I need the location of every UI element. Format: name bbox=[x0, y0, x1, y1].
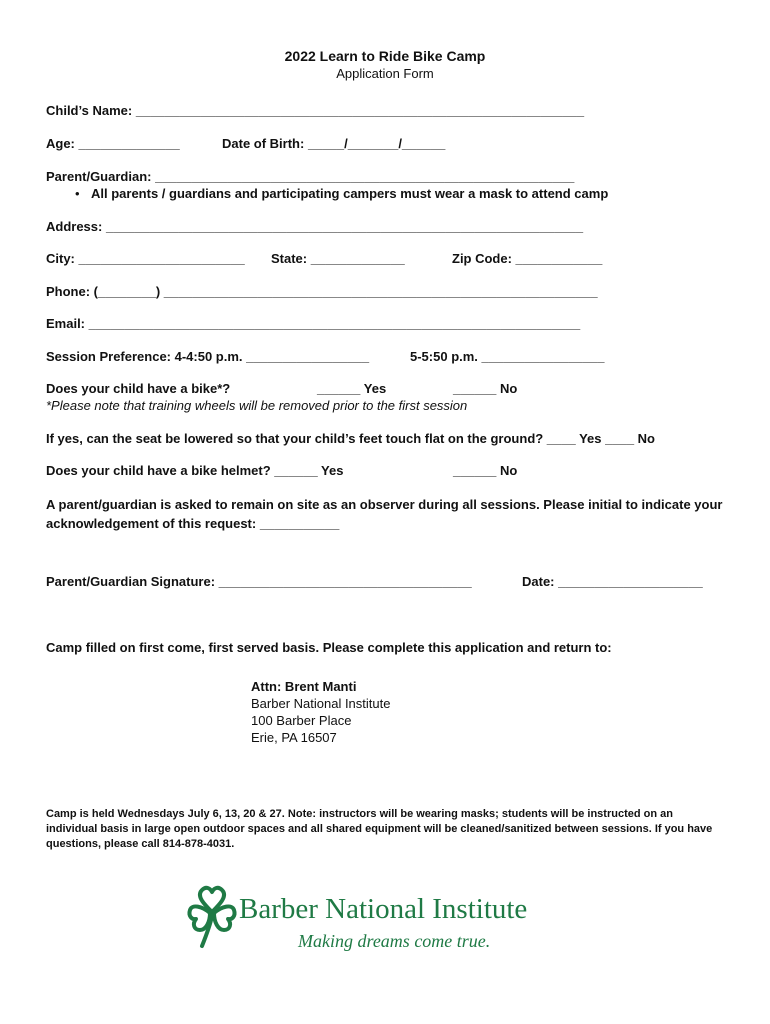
state-field[interactable]: State: _____________ bbox=[271, 251, 405, 266]
attention-line: Attn: Brent Manti bbox=[251, 679, 357, 694]
email-field[interactable]: Email: ____________________________________________________________________ bbox=[46, 316, 581, 331]
parent-guardian-field[interactable]: Parent/Guardian: __________________________________________________________ bbox=[46, 169, 575, 184]
phone-field[interactable]: Phone: (________) ____________________________________________________________ bbox=[46, 284, 598, 299]
zip-code-field[interactable]: Zip Code: ____________ bbox=[452, 251, 603, 266]
observer-paragraph[interactable]: A parent/guardian is asked to remain on site as an observer during all sessions. Please initial to indicate your acknowledgement of this request: ___________ bbox=[46, 497, 723, 531]
child-name-field[interactable]: Child’s Name: ______________________________________________________________ bbox=[46, 103, 585, 118]
age-field[interactable]: Age: ______________ bbox=[46, 136, 180, 151]
form-subtitle: Application Form bbox=[336, 66, 434, 81]
form-title: 2022 Learn to Ride Bike Camp bbox=[284, 48, 486, 64]
session-preference-4pm[interactable]: Session Preference: 4-4:50 p.m. _________________ bbox=[46, 349, 370, 364]
helmet-question[interactable]: Does your child have a bike helmet? ______ Yes bbox=[46, 463, 344, 478]
mask-requirement-note: All parents / guardians and participating campers must wear a mask to attend camp bbox=[91, 186, 609, 201]
session-preference-5pm[interactable]: 5-5:50 p.m. _________________ bbox=[410, 349, 605, 364]
bike-yes-option[interactable]: ______ Yes bbox=[317, 381, 387, 396]
date-of-birth-field[interactable]: Date of Birth: _____/_______/______ bbox=[222, 136, 446, 151]
signature-date-field[interactable]: Date: ____________________ bbox=[522, 574, 703, 589]
city-field[interactable]: City: _______________________ bbox=[46, 251, 245, 266]
helmet-no-option[interactable]: ______ No bbox=[453, 463, 518, 478]
signature-field[interactable]: Parent/Guardian Signature: ___________________________________ bbox=[46, 574, 472, 589]
bike-no-option[interactable]: ______ No bbox=[453, 381, 518, 396]
address-org: Barber National Institute bbox=[251, 696, 391, 711]
address-field[interactable]: Address: __________________________________________________________________ bbox=[46, 219, 584, 234]
bullet-icon: • bbox=[75, 186, 80, 201]
shamrock-icon bbox=[186, 882, 238, 950]
camp-schedule-note: Camp is held Wednesdays July 6, 13, 20 & 27. Note: instructors will be wearing masks; students will be instructed on an individual basis in large open outdoor spaces and all shared equipment will be cleaned/sanitized between sessions. If you have questions, please call 814-878-4031. bbox=[46, 808, 713, 850]
address-street: 100 Barber Place bbox=[251, 713, 352, 728]
training-wheels-note: *Please note that training wheels will be removed prior to the first session bbox=[46, 398, 468, 413]
seat-question[interactable]: If yes, can the seat be lowered so that your child’s feet touch flat on the ground? ____ Yes ____ No bbox=[46, 431, 655, 446]
bike-question: Does your child have a bike*? bbox=[46, 381, 231, 396]
logo-tagline: Making dreams come true. bbox=[298, 931, 491, 951]
return-instructions: Camp filled on first come, first served basis. Please complete this application and return to: bbox=[46, 640, 612, 655]
address-city: Erie, PA 16507 bbox=[251, 730, 337, 745]
logo-wordmark: Barber National Institute bbox=[239, 893, 528, 925]
